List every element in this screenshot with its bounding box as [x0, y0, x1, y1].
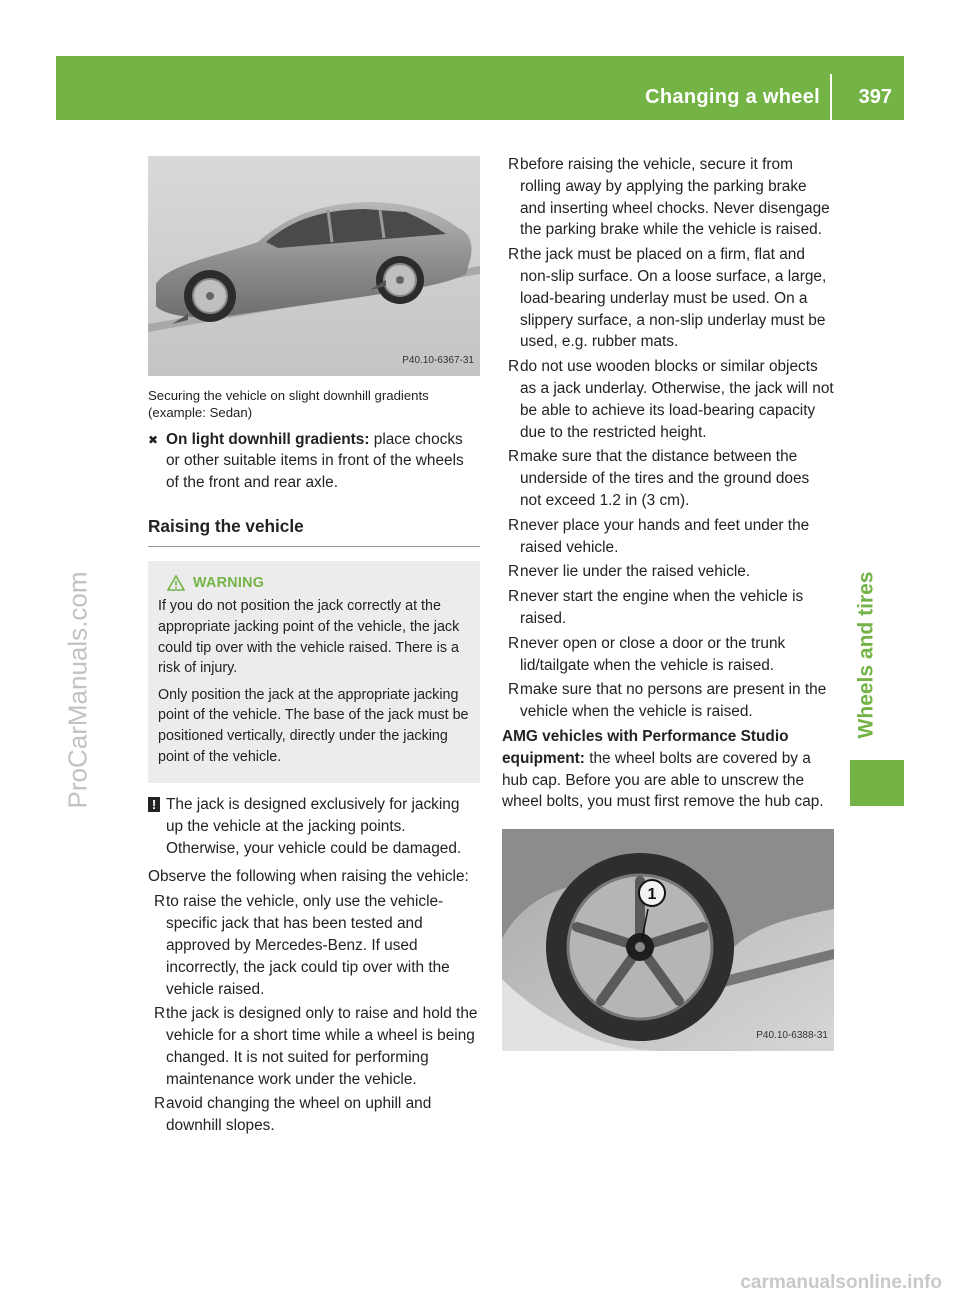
list-item: [502, 679, 834, 723]
list-item-text: make sure that the distance between the underside of the tires and the ground does not exceed 1.2 in (3 cm).: [520, 448, 810, 509]
bullet-marker: R: [508, 588, 520, 606]
list-item-text: never lie under the raised vehicle.: [520, 563, 751, 581]
list-item-text: avoid changing the wheel on uphill and downhill slopes.: [166, 1095, 432, 1135]
page-number: 397: [858, 86, 892, 108]
figure-code: P40.10-6388-31: [756, 1030, 828, 1042]
amg-paragraph: [502, 726, 834, 813]
warning-box: [148, 561, 480, 783]
left-column: [148, 156, 480, 1140]
list-item-text: never start the engine when the vehicle is raised.: [520, 588, 804, 627]
sedan-illustration: [148, 156, 480, 376]
bullet-marker: R: [508, 156, 520, 173]
damage-note: [148, 794, 480, 859]
amg-text: the wheel bolts are covered by a hub cap. Before you are able to unscrew the wheel bolts, you must first remove the hub cap.: [502, 749, 824, 811]
list-item-text: make sure that no persons are present in the vehicle when the vehicle is raised.: [520, 681, 827, 721]
list-item-text: the jack must be placed on a firm, flat and non-slip surface. On a loose surface, a large, load-bearing underlay must be used. On a slippery surface, a non-slip underlay must be used, e.g. rubber mats.: [520, 246, 827, 351]
right-bullet-list: [502, 154, 834, 723]
watermark-left: ProCarManuals.com: [62, 571, 93, 809]
callout-number: 1: [647, 886, 657, 904]
list-item: [148, 891, 480, 1000]
list-item-text: to raise the vehicle, only use the vehicle-specific jack that has been tested and approved by Mercedes-Benz. If used incorrectly, the jack could tip over with the vehicle raised.: [166, 893, 450, 998]
observe-paragraph: Observe the following when raising the vehicle:: [148, 867, 469, 885]
right-column: [502, 154, 834, 1051]
sedan-on-slope-figure: [148, 156, 480, 376]
list-item-text: never place your hands and feet under the raised vehicle.: [520, 516, 810, 556]
figure-caption: Securing the vehicle on slight downhill gradients (example: Sedan): [148, 388, 429, 420]
bullet-marker: R: [508, 448, 520, 466]
side-section-label-text: Wheels and tires: [854, 571, 878, 739]
list-item: [502, 586, 834, 630]
instruction-bold: On light downhill gradients:: [166, 430, 370, 448]
bullet-marker: R: [154, 1095, 166, 1113]
list-item-text: never open or close a door or the trunk lid/tailgate when the vehicle is raised.: [520, 634, 786, 674]
bullet-marker: R: [154, 893, 166, 911]
page-title: Changing a wheel: [645, 86, 820, 108]
damage-note-text: The jack is designed exclusively for jacking up the vehicle at the jacking points. Otherwise, your vehicle could be damaged.: [166, 796, 462, 857]
left-bullet-list: [148, 891, 480, 1137]
warning-paragraph-2: Only position the jack at the appropriate jacking point of the vehicle. The base of the jack must be positioned vertically, directly under the jacking point of the vehicle.: [158, 686, 469, 765]
instruction-step: [148, 429, 480, 494]
warning-title-text: WARNING: [193, 574, 265, 591]
instruction-text: place chocks or other suitable items in front of the wheels of the front and rear axle.: [166, 430, 464, 492]
wheel-hub-cap-figure: [502, 829, 834, 1051]
list-item-text: do not use wooden blocks or similar objects as a jack underlay. Otherwise, the jack will not be able to achieve its load-bearing capacity due to the restricted height.: [520, 358, 834, 441]
list-item: [502, 356, 834, 443]
header-bar: [56, 56, 904, 120]
bullet-marker: R: [508, 358, 520, 376]
exclamation-icon: !: [148, 797, 160, 812]
bullet-marker: R: [154, 1005, 166, 1023]
bullet-marker: R: [508, 634, 520, 652]
list-item: [502, 561, 834, 583]
warning-triangle-icon: [167, 575, 185, 591]
list-item: [502, 244, 834, 353]
warning-paragraph-1: If you do not position the jack correctly at the appropriate jacking point of the vehicle, the jack could tip over with the vehicle raised. There is a risk of injury.: [158, 598, 460, 677]
arrow-right-icon: ✖: [148, 432, 159, 447]
list-item: [502, 154, 834, 241]
watermark-bottom: carmanualsonline.info: [740, 1272, 942, 1293]
list-item: [502, 446, 834, 511]
list-item: [502, 515, 834, 559]
side-section-label: [829, 555, 904, 755]
header-divider: [830, 74, 832, 120]
amg-bold: AMG vehicles with Performance Studio equipment:: [502, 727, 789, 767]
bullet-marker: R: [508, 681, 520, 699]
wheel-illustration: [502, 829, 834, 1051]
bullet-marker: R: [508, 516, 520, 534]
list-item: [148, 1093, 480, 1137]
section-heading: Raising the vehicle: [148, 516, 480, 547]
bullet-marker: R: [508, 246, 520, 264]
list-item-text: before raising the vehicle, secure it from rolling away by applying the parking brake and inserting wheel chocks. Never disengage the parking brake while the vehicle is raised.: [520, 156, 830, 239]
warning-title: [167, 573, 470, 594]
list-item: [148, 1003, 480, 1090]
list-item: [502, 633, 834, 677]
side-tab-marker: [850, 760, 904, 806]
figure-code: P40.10-6367-31: [402, 355, 474, 367]
list-item-text: the jack is designed only to raise and hold the vehicle for a short time while a wheel is being changed. It is not suited for performing maintenance work under the vehicle.: [166, 1005, 478, 1088]
bullet-marker: R: [508, 563, 520, 581]
